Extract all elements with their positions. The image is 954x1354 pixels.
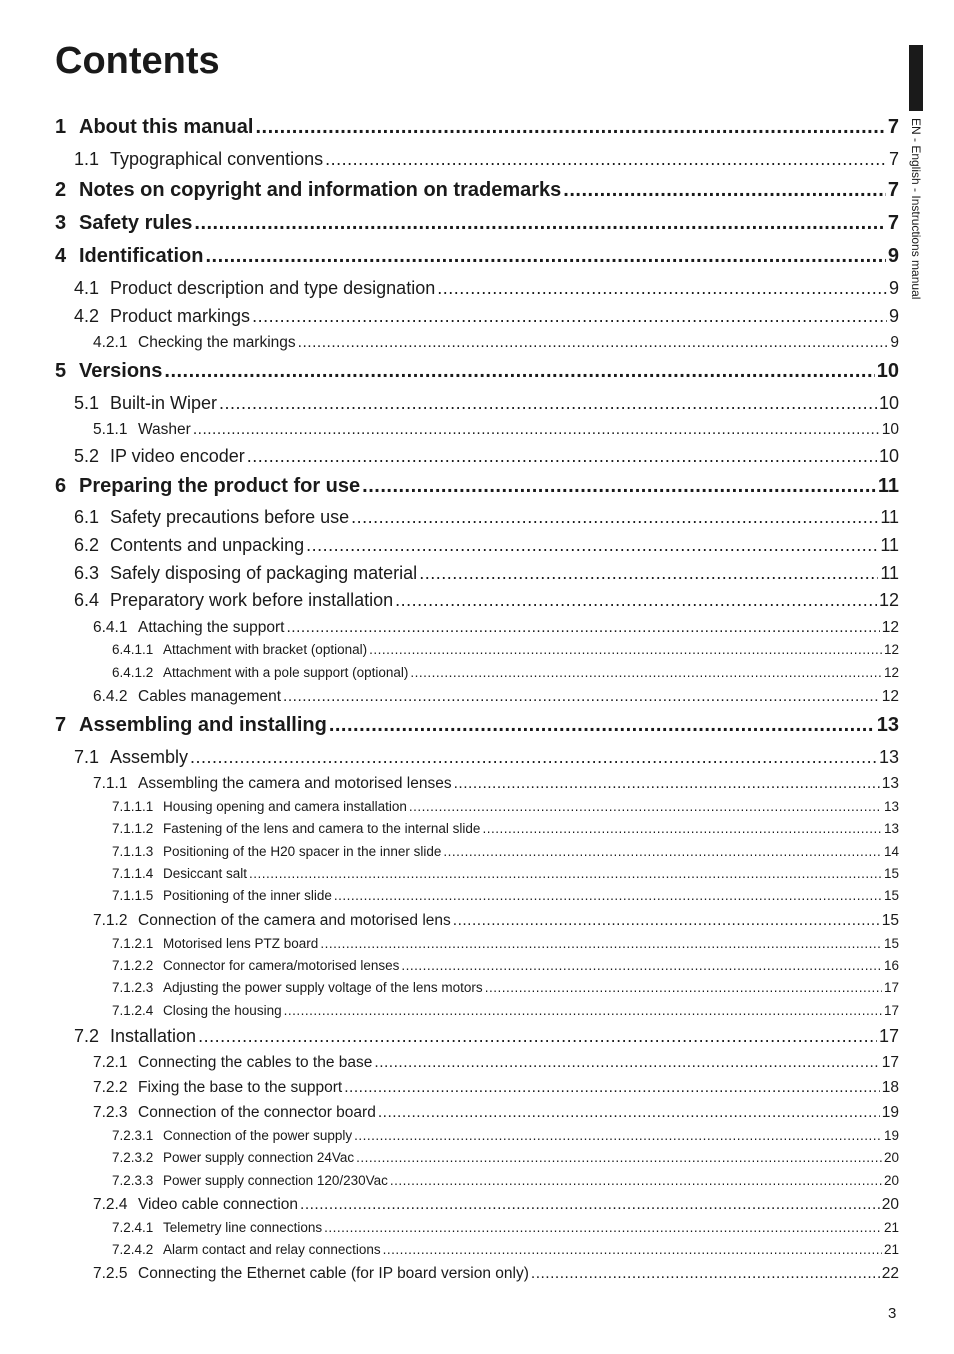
toc-entry-number: 7.2.4.1	[112, 1220, 154, 1235]
toc-entry-number: 7.1.1	[93, 775, 128, 792]
toc-entry-title: About this manual	[79, 116, 254, 138]
toc-entry-title: Assembling and installing	[79, 714, 327, 736]
toc-entry-title: Assembling the camera and motorised lenses	[138, 775, 452, 792]
toc-entry-page: 12	[881, 619, 899, 636]
toc-entry-number: 6.2	[74, 535, 100, 555]
toc-entry-level4[interactable]	[112, 665, 899, 680]
toc-dot-leader	[563, 179, 886, 202]
toc-entry-page: 16	[883, 958, 899, 973]
toc-entry-number: 1	[55, 116, 67, 138]
toc-entry-number: 5.2	[74, 446, 100, 466]
toc-dot-leader	[329, 714, 875, 737]
toc-entry-number: 6	[55, 475, 67, 497]
toc-entry-level3[interactable]	[93, 1079, 899, 1097]
toc-entry-page: 9	[888, 306, 899, 326]
toc-dot-leader	[284, 1003, 882, 1018]
toc-entry-title: Motorised lens PTZ board	[163, 936, 319, 951]
toc-entry-level4[interactable]	[112, 888, 899, 903]
toc-entry-title: Contents and unpacking	[110, 535, 305, 555]
toc-entry-level4[interactable]	[112, 1173, 899, 1188]
toc-entry-level3[interactable]	[93, 1265, 899, 1283]
toc-entry-number: 7.2.1	[93, 1054, 128, 1071]
toc-entry-number: 7.2.5	[93, 1265, 128, 1282]
toc-entry-page: 15	[883, 888, 899, 903]
side-language-label: EN - English - Instructions manual	[909, 118, 923, 300]
toc-entry-title: Connection of the camera and motorised lens	[138, 912, 451, 929]
toc-entry-level4[interactable]	[112, 958, 899, 973]
toc-entry-title: Fastening of the lens and camera to the internal slide	[163, 821, 481, 836]
toc-entry-level3[interactable]	[93, 1196, 899, 1214]
toc-dot-leader	[298, 334, 889, 352]
toc-entry-page: 11	[880, 535, 899, 555]
toc-dot-leader	[356, 1150, 882, 1165]
toc-entry-level4[interactable]	[112, 866, 899, 881]
toc-entry-title: Alarm contact and relay connections	[163, 1242, 381, 1257]
toc-entry-page: 7	[887, 212, 899, 234]
toc-dot-leader	[334, 888, 882, 903]
toc-dot-leader	[443, 844, 882, 859]
toc-entry-title: Identification	[79, 245, 204, 267]
toc-entry-number: 7.2.4	[93, 1196, 128, 1213]
toc-entry-number: 7.2.3	[93, 1104, 128, 1121]
toc-entry-page: 13	[878, 747, 899, 767]
toc-entry-number: 6.4.1	[93, 619, 128, 636]
toc-entry-number: 5.1.1	[93, 421, 128, 438]
toc-entry-number: 6.4.1.2	[112, 665, 154, 680]
toc-entry-page: 10	[881, 421, 899, 438]
toc-entry-title: Safety rules	[79, 212, 193, 234]
toc-dot-leader	[300, 1196, 880, 1214]
toc-entry-title: Installation	[110, 1026, 197, 1046]
toc-entry-page: 11	[877, 475, 899, 497]
toc-entry-page: 9	[888, 278, 899, 298]
toc-entry-number: 4.1	[74, 278, 100, 298]
toc-entry-title: Adjusting the power supply voltage of the lens motors	[163, 980, 483, 995]
toc-entry-title: Attachment with a pole support (optional)	[163, 665, 409, 680]
toc-entry-title: Connecting the Ethernet cable (for IP board version only)	[138, 1265, 529, 1282]
toc-entry-title: Assembly	[110, 747, 189, 767]
toc-dot-leader	[255, 116, 885, 139]
toc-dot-leader	[249, 866, 882, 881]
toc-entry-number: 7	[55, 714, 67, 736]
toc-entry-number: 7.1.1.1	[112, 799, 154, 814]
toc-entry-title: Safely disposing of packaging material	[110, 563, 418, 583]
toc-dot-leader	[344, 1079, 880, 1097]
toc-entry-number: 7.2.4.2	[112, 1242, 154, 1257]
toc-dot-leader	[362, 475, 876, 498]
toc-entry-level4[interactable]	[112, 980, 899, 995]
toc-entry-page: 12	[883, 665, 899, 680]
toc-entry-page: 15	[883, 936, 899, 951]
toc-entry-title: Housing opening and camera installation	[163, 799, 407, 814]
toc-entry-page: 7	[887, 179, 899, 201]
toc-dot-leader	[205, 245, 885, 268]
toc-entry-page: 17	[881, 1054, 899, 1071]
toc-entry-title: Telemetry line connections	[163, 1220, 323, 1235]
toc-entry-number: 6.4.2	[93, 688, 128, 705]
toc-entry-number: 1.1	[74, 149, 100, 169]
toc-entry-number: 7.2.3.2	[112, 1150, 154, 1165]
toc-entry-number: 6.4	[74, 590, 100, 610]
toc-dot-leader	[320, 936, 882, 951]
toc-dot-leader	[354, 1128, 882, 1143]
toc-dot-leader	[194, 212, 885, 235]
toc-entry-level4[interactable]	[112, 936, 899, 951]
toc-entry-number: 6.4.1.1	[112, 642, 154, 657]
toc-entry-level2[interactable]	[74, 507, 899, 528]
toc-entry-level1[interactable]	[55, 245, 899, 268]
toc-entry-page: 13	[876, 714, 899, 736]
toc-entry-level4[interactable]	[112, 844, 899, 859]
toc-entry-number: 7.1.1.4	[112, 866, 154, 881]
toc-entry-title: Video cable connection	[138, 1196, 299, 1213]
toc-dot-leader	[324, 1220, 882, 1235]
toc-dot-leader	[454, 775, 880, 793]
toc-entry-page: 11	[880, 563, 899, 583]
toc-entry-page: 19	[881, 1104, 899, 1121]
toc-entry-number: 2	[55, 179, 67, 201]
toc-entry-level3[interactable]	[93, 421, 899, 439]
page-number: 3	[888, 1305, 897, 1322]
toc-entry-number: 5.1	[74, 393, 100, 413]
toc-entry-title: Preparing the product for use	[79, 475, 361, 497]
toc-entry-title: Preparatory work before installation	[110, 590, 394, 610]
toc-entry-title: Checking the markings	[138, 334, 296, 351]
toc-entry-page: 12	[883, 642, 899, 657]
toc-entry-number: 7.1.2.2	[112, 958, 154, 973]
toc-entry-level1[interactable]	[55, 179, 899, 202]
toc-entry-title: Connection of the power supply	[163, 1128, 353, 1143]
toc-entry-number: 7.1.2.1	[112, 936, 154, 951]
toc-entry-level3[interactable]	[93, 334, 899, 352]
toc-entry-page: 21	[883, 1220, 899, 1235]
toc-entry-page: 17	[883, 980, 899, 995]
toc-dot-leader	[247, 446, 877, 467]
toc-entry-level4[interactable]	[112, 799, 899, 814]
toc-entry-title: Positioning of the inner slide	[163, 888, 332, 903]
toc-entry-level2[interactable]	[74, 393, 899, 414]
toc-entry-level3[interactable]	[93, 1104, 899, 1122]
toc-entry-level1[interactable]	[55, 475, 899, 498]
toc-dot-leader	[410, 665, 882, 680]
toc-entry-title: Positioning of the H20 spacer in the inner slide	[163, 844, 442, 859]
toc-entry-level2[interactable]	[74, 563, 899, 584]
toc-entry-number: 6.1	[74, 507, 100, 527]
toc-entry-level3[interactable]	[93, 1054, 899, 1072]
toc-entry-page: 12	[881, 688, 899, 705]
toc-entry-page: 10	[876, 360, 899, 382]
toc-entry-page: 13	[881, 775, 899, 792]
toc-entry-number: 3	[55, 212, 67, 234]
toc-entry-level1[interactable]	[55, 116, 899, 139]
toc-entry-number: 6.3	[74, 563, 100, 583]
toc-entry-title: Desiccant salt	[163, 866, 248, 881]
toc-dot-leader	[437, 278, 887, 299]
toc-entry-title: Product markings	[110, 306, 251, 326]
toc-entry-page: 13	[883, 799, 899, 814]
toc-entry-level2[interactable]	[74, 149, 899, 170]
toc-entry-number: 7.2.3.3	[112, 1173, 154, 1188]
toc-entry-level2[interactable]	[74, 535, 899, 556]
toc-entry-title: Closing the housing	[163, 1003, 282, 1018]
toc-entry-title: Connector for camera/motorised lenses	[163, 958, 400, 973]
toc-dot-leader	[190, 747, 877, 768]
toc-entry-number: 4.2.1	[93, 334, 128, 351]
toc-entry-level3[interactable]	[93, 619, 899, 637]
toc-entry-page: 15	[881, 912, 899, 929]
toc-dot-leader	[390, 1173, 882, 1188]
toc-dot-leader	[383, 1242, 882, 1257]
toc-entry-number: 4.2	[74, 306, 100, 326]
toc-entry-title: Safety precautions before use	[110, 507, 350, 527]
toc-entry-level3[interactable]	[93, 775, 899, 793]
toc-entry-number: 4	[55, 245, 67, 267]
toc-entry-page: 20	[881, 1196, 899, 1213]
toc-entry-title: Connecting the cables to the base	[138, 1054, 373, 1071]
toc-entry-number: 7.1.1.2	[112, 821, 154, 836]
toc-entry-page: 14	[883, 844, 899, 859]
toc-entry-number: 7.1	[74, 747, 100, 767]
toc-entry-title: Typographical conventions	[110, 149, 324, 169]
toc-entry-level1[interactable]	[55, 714, 899, 737]
toc-dot-leader	[351, 507, 878, 528]
toc-entry-page: 9	[887, 245, 899, 267]
toc-entry-title: Notes on copyright and information on trademarks	[79, 179, 562, 201]
page-title: Contents	[55, 40, 220, 82]
toc-entry-page: 20	[883, 1173, 899, 1188]
toc-entry-page: 13	[883, 821, 899, 836]
toc-dot-leader	[395, 590, 877, 611]
toc-entry-title: Power supply connection 24Vac	[163, 1150, 355, 1165]
toc-entry-level4[interactable]	[112, 1150, 899, 1165]
toc-entry-number: 7.2	[74, 1026, 100, 1046]
toc-entry-title: Versions	[79, 360, 163, 382]
toc-entry-page: 10	[878, 393, 899, 413]
toc-entry-number: 7.2.3.1	[112, 1128, 154, 1143]
toc-dot-leader	[325, 149, 887, 170]
toc-dot-leader	[419, 563, 878, 584]
toc-entry-page: 7	[887, 116, 899, 138]
toc-dot-leader	[287, 619, 880, 637]
toc-dot-leader	[374, 1054, 879, 1072]
toc-entry-title: Power supply connection 120/230Vac	[163, 1173, 388, 1188]
toc-entry-title: Product description and type designation	[110, 278, 436, 298]
toc-entry-title: IP video encoder	[110, 446, 245, 466]
toc-entry-page: 9	[890, 334, 899, 351]
toc-entry-level2[interactable]	[74, 590, 899, 611]
toc-entry-page: 12	[878, 590, 899, 610]
toc-entry-number: 7.2.2	[93, 1079, 128, 1096]
toc-entry-level4[interactable]	[112, 642, 899, 657]
toc-entry-title: Fixing the base to the support	[138, 1079, 343, 1096]
toc-entry-page: 20	[883, 1150, 899, 1165]
toc-entry-level3[interactable]	[93, 688, 899, 706]
toc-dot-leader	[283, 688, 880, 706]
side-tab-marker	[909, 45, 923, 111]
toc-entry-number: 7.1.2.3	[112, 980, 154, 995]
toc-entry-title: Attaching the support	[138, 619, 285, 636]
toc-dot-leader	[482, 821, 882, 836]
toc-entry-level4[interactable]	[112, 1003, 899, 1018]
toc-entry-title: Cables management	[138, 688, 282, 705]
toc-entry-level2[interactable]	[74, 446, 899, 467]
toc-entry-level1[interactable]	[55, 212, 899, 235]
toc-entry-page: 21	[883, 1242, 899, 1257]
toc-entry-level2[interactable]	[74, 747, 899, 768]
toc-entry-number: 5	[55, 360, 67, 382]
toc-entry-number: 7.1.2	[93, 912, 128, 929]
toc-entry-level4[interactable]	[112, 1128, 899, 1143]
toc-entry-level2[interactable]	[74, 306, 899, 327]
toc-dot-leader	[378, 1104, 880, 1122]
toc-dot-leader	[219, 393, 877, 414]
toc-dot-leader	[531, 1265, 880, 1283]
toc-entry-number: 7.1.2.4	[112, 1003, 154, 1018]
toc-dot-leader	[369, 642, 882, 657]
toc-entry-page: 15	[883, 866, 899, 881]
toc-entry-page: 19	[883, 1128, 899, 1143]
toc-dot-leader	[453, 912, 880, 930]
toc-entry-level4[interactable]	[112, 1220, 899, 1235]
toc-dot-leader	[306, 535, 878, 556]
toc-entry-page: 10	[878, 446, 899, 466]
toc-entry-page: 7	[888, 149, 899, 169]
toc-entry-title: Connection of the connector board	[138, 1104, 376, 1121]
toc-entry-page: 11	[880, 507, 899, 527]
toc-entry-title: Built-in Wiper	[110, 393, 218, 413]
toc-entry-number: 7.1.1.3	[112, 844, 154, 859]
toc-entry-level2[interactable]	[74, 278, 899, 299]
toc-entry-number: 7.1.1.5	[112, 888, 154, 903]
toc-entry-page: 17	[883, 1003, 899, 1018]
toc-entry-page: 17	[878, 1026, 899, 1046]
toc-entry-title: Attachment with bracket (optional)	[163, 642, 368, 657]
toc-dot-leader	[198, 1026, 877, 1047]
toc-entry-level4[interactable]	[112, 821, 899, 836]
toc-entry-title: Washer	[138, 421, 191, 438]
toc-dot-leader	[252, 306, 887, 327]
toc-entry-page: 22	[881, 1265, 899, 1282]
toc-entry-level1[interactable]	[55, 360, 899, 383]
toc-dot-leader	[164, 360, 874, 383]
toc-entry-level4[interactable]	[112, 1242, 899, 1257]
toc-entry-level2[interactable]	[74, 1026, 899, 1047]
toc-dot-leader	[193, 421, 880, 439]
toc-dot-leader	[485, 980, 882, 995]
toc-dot-leader	[401, 958, 882, 973]
toc-entry-page: 18	[881, 1079, 899, 1096]
toc-entry-level3[interactable]	[93, 912, 899, 930]
toc-dot-leader	[409, 799, 882, 814]
